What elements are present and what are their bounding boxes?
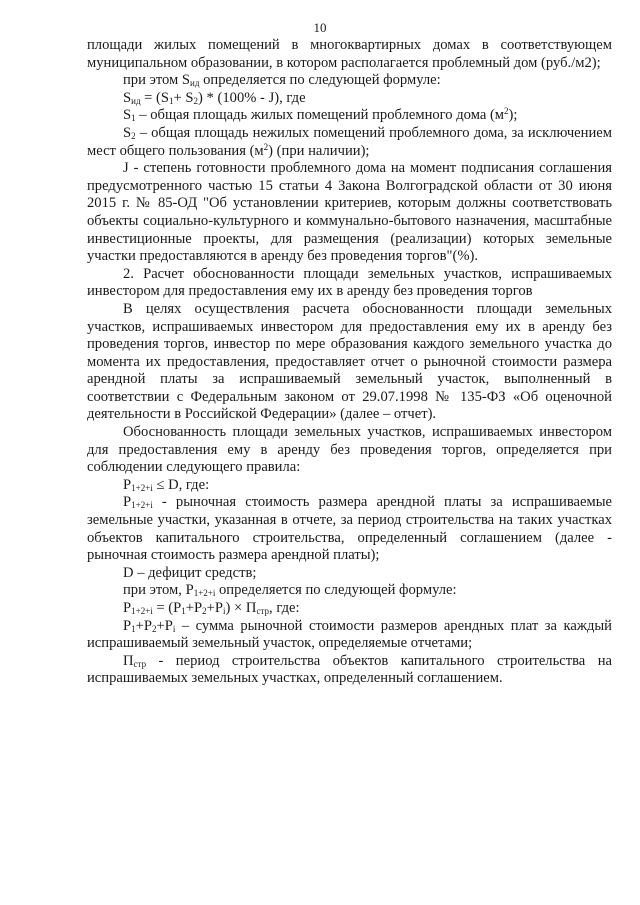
subscript: 2	[131, 130, 136, 141]
formula-p	[87, 600, 612, 618]
text-fragment: – общая площадь нежилых помещений проблемного дома, за исключением мест общего пользования (м	[87, 124, 612, 159]
subscript: стр	[133, 658, 147, 669]
definition-period	[87, 653, 612, 688]
text-fragment: );	[508, 107, 518, 124]
superscript: 2	[263, 141, 269, 152]
text-fragment: – сумма рыночной стоимости размеров арендных плат за каждый испрашиваемый земельный участок, определяемые отчетами;	[87, 617, 612, 652]
subscript: 1	[131, 623, 136, 634]
definition-s2	[87, 125, 612, 160]
text-fragment: P	[123, 494, 132, 511]
paragraph-sid-intro	[87, 72, 612, 90]
text-fragment: - рыночная стоимость размера арендной платы за испрашиваемые земельные участки, указанная в отчете, за период строительства на таких участках объектов капитального строительства, определенный соглашением (далее - рыночная стоимость размера арендной платы);	[87, 494, 612, 564]
definition-j: J - степень готовности проблемного дома на момент подписания соглашения предусмотренного частью 15 статьи 4 Закона Волгоградской области от 30 июня 2015 г. № 85-ОД "Об установлении критериев, которым должны соответствовать объекты социально-культурного и коммунально-бытового назначения, масштабные инвестиционные проекты, для размещения (реализации) которых земельные участки предоставляются в аренду без проведения торгов"(%).	[87, 160, 612, 265]
superscript: 2	[504, 106, 509, 117]
text-fragment: +P	[185, 600, 203, 616]
subscript: 1	[169, 95, 174, 106]
subscript: 1+2+i	[193, 588, 216, 599]
text-fragment: S	[123, 89, 132, 106]
text-fragment: S	[123, 124, 132, 141]
subscript: i	[172, 623, 176, 634]
subscript: стр	[256, 606, 270, 616]
formula-sid	[87, 90, 612, 108]
text-fragment: ≤ D, где:	[152, 476, 210, 493]
definition-d: D – дефицит средств;	[123, 564, 257, 581]
paragraph-p-intro	[87, 582, 612, 600]
subscript: 2	[151, 623, 157, 634]
text-fragment: при этом S	[123, 72, 191, 89]
text-fragment: ) * (100% - J), где	[198, 89, 306, 106]
subscript: 1+2+i	[131, 606, 153, 616]
paragraph-price-definition: площади жилых помещений в многоквартирных домах в соответствующем муниципальном образовании, в котором располагается проблемный дом (руб./м2);	[87, 37, 612, 71]
text-fragment: определяется по следующей формуле:	[199, 72, 441, 89]
subscript: 2	[193, 95, 199, 106]
text-fragment: P	[123, 600, 132, 616]
definition-p	[87, 494, 612, 564]
subscript: 1+2+i	[131, 482, 153, 493]
text-fragment: при этом, P	[123, 582, 194, 599]
text-fragment: определяется по следующей формуле:	[215, 582, 457, 599]
text-fragment: +P	[156, 617, 173, 634]
section-heading-2: 2. Расчет обоснованности площади земельных участков, испрашиваемых инвестором для предоставления ему их в аренду без проведения торгов	[87, 265, 612, 300]
subscript: ид	[190, 78, 200, 89]
subscript: i	[223, 606, 226, 616]
document-body	[87, 37, 612, 688]
paragraph-rule-intro: Обоснованность площади земельных участков, испрашиваемых инвестором для предоставления ему в аренду без проведения торгов, определяется при соблюдении следующего правила:	[87, 424, 612, 476]
subscript: 1	[181, 606, 186, 616]
text-fragment: П	[123, 652, 134, 669]
formula-rule	[87, 477, 612, 495]
text-fragment: +P	[135, 617, 152, 634]
text-fragment: , где:	[269, 600, 300, 616]
text-fragment: – общая площадь жилых помещений проблемного дома (м	[135, 107, 505, 124]
subscript: 1+2+i	[131, 500, 153, 511]
text-fragment: ) × П	[225, 600, 257, 616]
text-fragment: S	[123, 107, 132, 124]
paragraph-investor-report: В целях осуществления расчета обоснованности площади земельных участков, испрашиваемых инвестором для предоставления ему их в аренду без проведения торгов, инвестор по мере образования каждого земельного участка до момента их предоставления, предоставляет отчет о рыночной стоимости размера арендной платы за испрашиваемый земельный участок, выполненный в соответствии с Федеральным законом от 29.07.1998 № 135-ФЗ «Об оценочной деятельности в Российской Федерации» (далее – отчет).	[87, 300, 612, 423]
definition-sum	[87, 618, 612, 653]
text-fragment: = (P	[152, 600, 182, 616]
text-fragment: + S	[173, 89, 194, 106]
text-fragment: P	[123, 476, 132, 493]
subscript: 2	[202, 606, 207, 616]
text-fragment: +P	[206, 600, 224, 616]
page-number: 10	[313, 20, 327, 35]
text-fragment: ) (при наличии);	[268, 142, 370, 159]
text-fragment: = (S	[140, 89, 170, 106]
subscript: ид	[131, 95, 141, 106]
text-fragment: - период строительства объектов капитального строительства на испрашиваемых земельных участках, определенный соглашением.	[87, 652, 612, 687]
text-fragment: P	[123, 617, 132, 634]
definition-s1	[87, 107, 612, 125]
subscript: 1	[131, 113, 136, 124]
